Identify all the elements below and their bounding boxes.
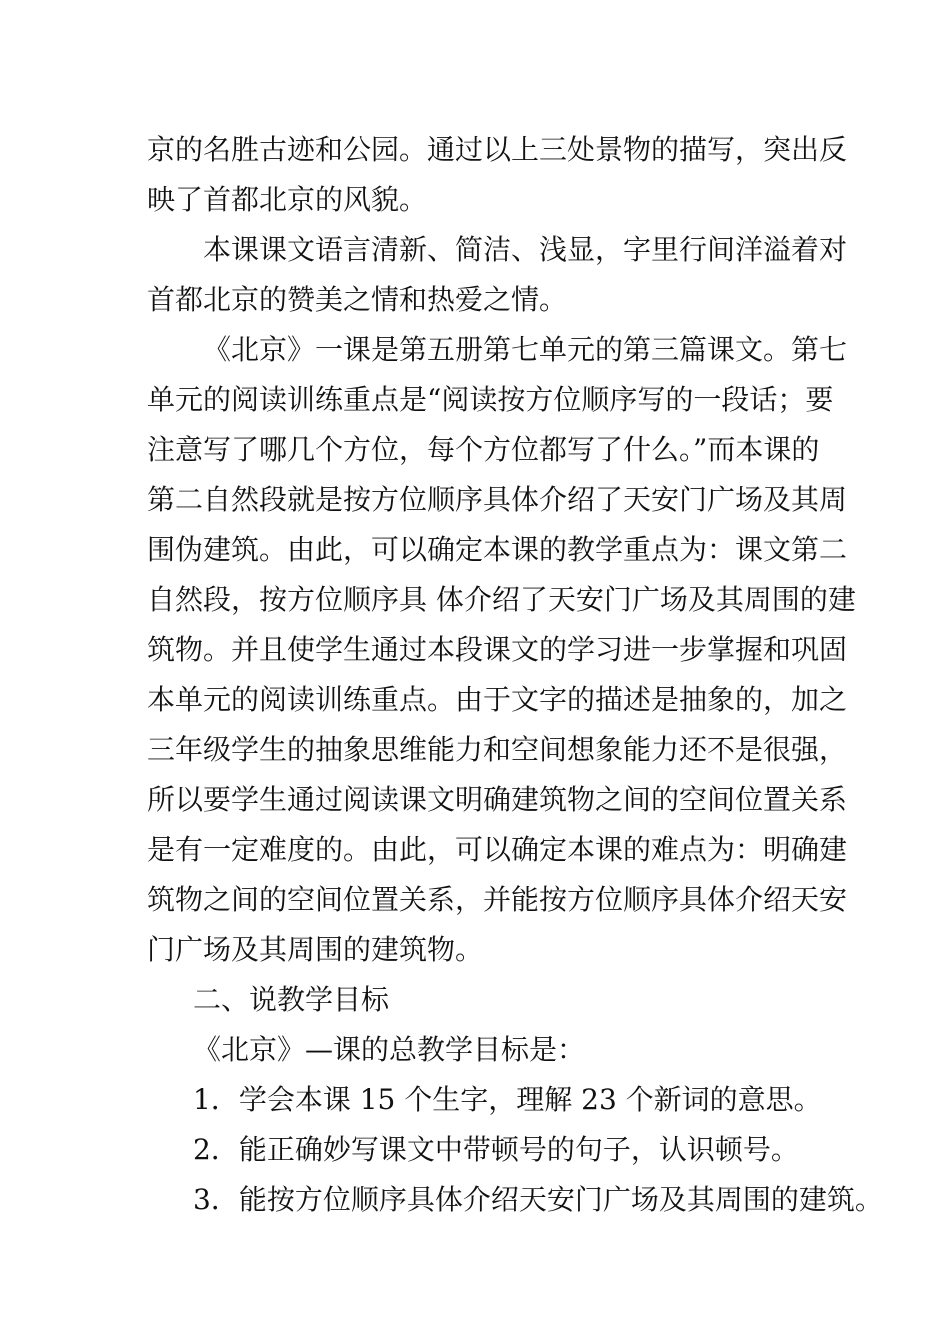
text-line: 本课课文语言清新、简洁、浅显，字里行间洋溢着对 — [203, 233, 848, 266]
text-line: 所以要学生通过阅读课文明确建筑物之间的空间位置关系 — [147, 783, 848, 816]
text-line: 筑物。并且使学生通过本段课文的学习进一步掌握和巩固 — [147, 633, 848, 666]
text-line: 自然段，按方位顺序具 体介绍了天安门广场及其周围的建 — [147, 583, 856, 616]
text-line: 《北京》一课是第五册第七单元的第三篇课文。第七 — [203, 333, 848, 366]
text-line: 映了首都北京的风貌。 — [147, 183, 428, 216]
text-line: 是有一定难度的。由此，可以确定本课的难点为：明确建 — [147, 833, 848, 866]
text-line: 《北京》—课的总教学目标是： — [193, 1033, 586, 1066]
text-line: 三年级学生的抽象思维能力和空间想象能力还不是很强， — [147, 733, 848, 766]
list-item: 3．能按方位顺序具体介绍天安门广场及其周围的建筑。 — [193, 1183, 883, 1216]
text-line: 单元的阅读训练重点是“阅读按方位顺序写的一段话；要 — [147, 383, 834, 416]
section-heading: 二、说教学目标 — [193, 983, 390, 1016]
text-line: 京的名胜古迹和公园。通过以上三处景物的描写，突出反 — [147, 133, 848, 166]
text-line: 围伪建筑。由此，可以确定本课的教学重点为：课文第二 — [147, 533, 848, 566]
text-line: 注意写了哪几个方位，每个方位都写了什么。”而本课的 — [147, 433, 820, 466]
text-line: 首都北京的赞美之情和热爱之情。 — [147, 283, 568, 316]
list-item: 1．学会本课 15 个生字，理解 23 个新词的意思。 — [193, 1083, 822, 1116]
text-line: 门广场及其周围的建筑物。 — [147, 933, 484, 966]
text-line: 本单元的阅读训练重点。由于文字的描述是抽象的，加之 — [147, 683, 848, 716]
text-line: 第二自然段就是按方位顺序具体介绍了天安门广场及其周 — [147, 483, 848, 516]
text-line: 筑物之间的空间位置关系，并能按方位顺序具体介绍天安 — [147, 883, 848, 916]
list-item: 2．能正确妙写课文中带顿号的句子，认识顿号。 — [193, 1133, 799, 1166]
